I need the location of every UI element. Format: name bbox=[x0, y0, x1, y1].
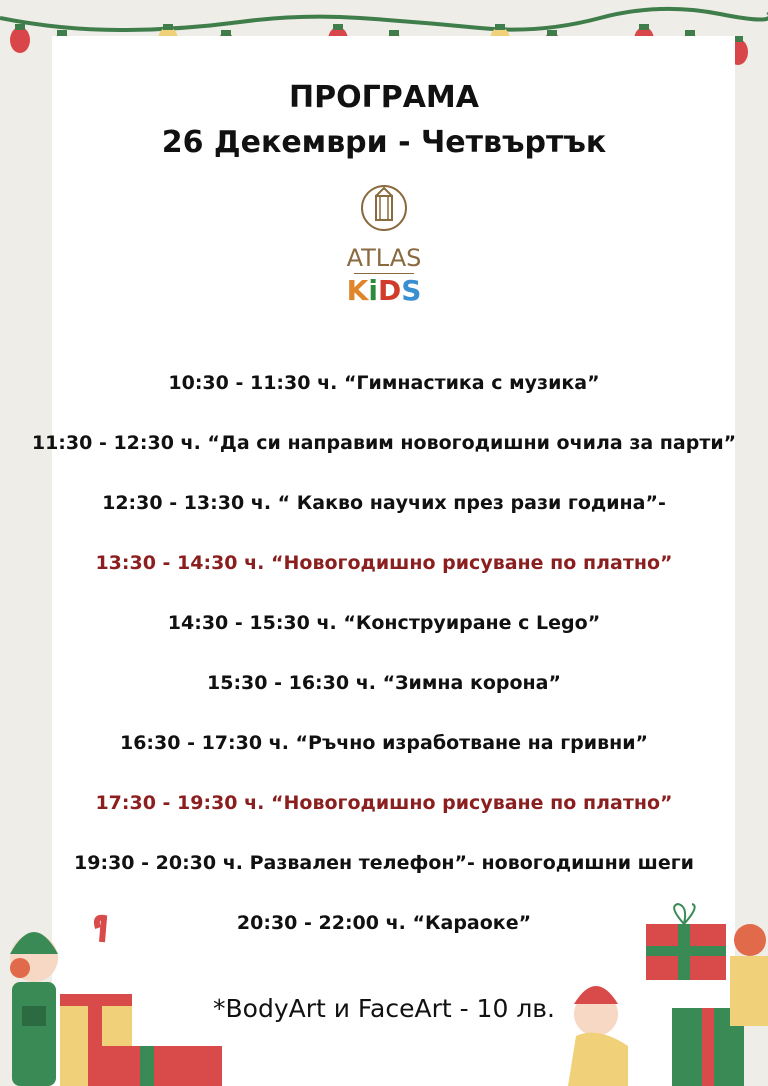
atlas-emblem-icon bbox=[340, 182, 428, 242]
bulb-cap bbox=[163, 24, 173, 30]
schedule-item: 15:30 - 16:30 ч. “Зимна корона” bbox=[207, 672, 561, 694]
bulb-cap bbox=[15, 24, 25, 30]
bulb-cap bbox=[495, 24, 505, 30]
schedule-item: 12:30 - 13:30 ч. “ Какво научих през рази година”- bbox=[102, 492, 666, 514]
schedule-item: 14:30 - 15:30 ч. “Конструиране с Lego” bbox=[167, 612, 601, 634]
program-title: ПРОГРАМА bbox=[289, 80, 479, 115]
schedule-item: 20:30 - 22:00 ч. “Караоке” bbox=[236, 912, 532, 934]
schedule-item: 10:30 - 11:30 ч. “Гимнастика с музика” bbox=[168, 372, 600, 394]
bulb-cap bbox=[333, 24, 343, 30]
logo-kids-letter: S bbox=[401, 274, 422, 307]
program-date: 26 Декември - Четвъртък bbox=[161, 125, 607, 160]
kids-with-presents-illustration bbox=[568, 896, 768, 1086]
logo-kids-letter: K bbox=[346, 274, 369, 307]
schedule-item: 11:30 - 12:30 ч. “Да си направим новогодишни очила за парти” bbox=[31, 432, 737, 454]
logo-brand: ATLAS bbox=[346, 244, 422, 272]
schedule-item: 19:30 - 20:30 ч. Развален телефон”- новогодишни шеги bbox=[74, 852, 694, 874]
elf-with-gifts-illustration bbox=[0, 906, 230, 1086]
logo-kids-letter: i bbox=[368, 274, 378, 307]
footer-note: *BodyArt и FaceArt - 10 лв. bbox=[213, 994, 555, 1023]
bulb-cap bbox=[639, 24, 649, 30]
light-bulb-icon bbox=[10, 27, 30, 53]
logo-kids-letter: D bbox=[377, 274, 402, 307]
schedule-item: 16:30 - 17:30 ч. “Ръчно изработване на гривни” bbox=[119, 732, 649, 754]
schedule-item-highlight: 17:30 - 19:30 ч. “Новогодишно рисуване по платно” bbox=[95, 792, 673, 814]
schedule-item-highlight: 13:30 - 14:30 ч. “Новогодишно рисуване по платно” bbox=[95, 552, 673, 574]
logo-kids bbox=[340, 274, 428, 307]
atlas-kids-logo bbox=[340, 182, 428, 322]
